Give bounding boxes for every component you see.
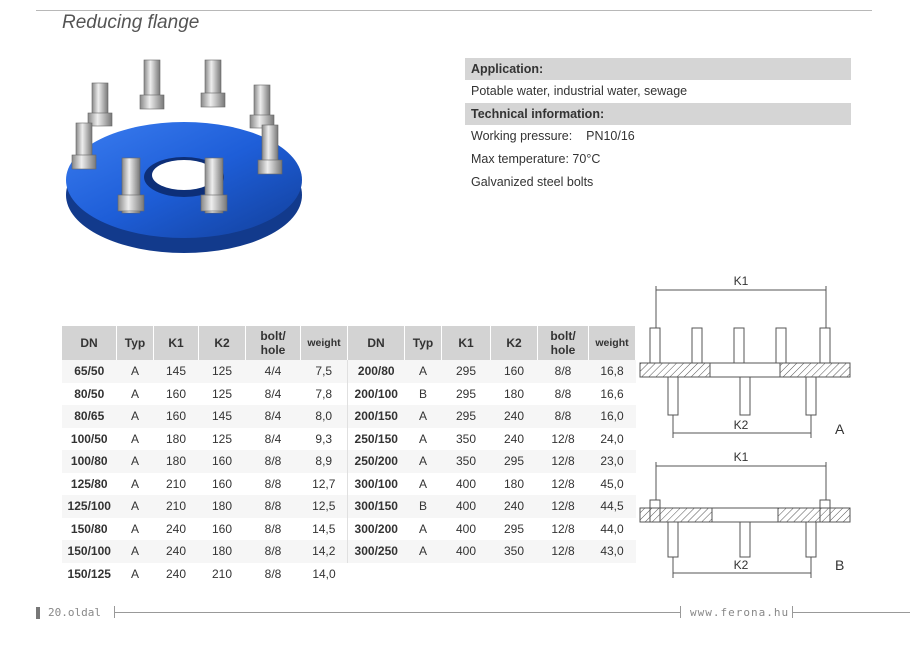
table-cell: 125 — [199, 383, 246, 406]
table-cell: A — [405, 450, 442, 473]
table-cell: 400 — [442, 495, 491, 518]
table-cell: 8/4 — [246, 428, 301, 451]
table-cell: 145 — [199, 405, 246, 428]
table-cell: 400 — [442, 473, 491, 496]
drawing-type-a — [640, 286, 850, 438]
flange-drawing — [630, 268, 860, 588]
table-cell: 8/8 — [246, 540, 301, 563]
table-cell: 8/8 — [246, 473, 301, 496]
table-cell: 8/4 — [246, 383, 301, 406]
table-cell: 200/100 — [348, 383, 405, 406]
table-cell: A — [405, 360, 442, 383]
table-cell: A — [405, 428, 442, 451]
table-cell: 8,9 — [301, 450, 348, 473]
table-cell: 350 — [442, 428, 491, 451]
table-cell: A — [405, 540, 442, 563]
table-cell: 14,2 — [301, 540, 348, 563]
table-cell: 160 — [199, 450, 246, 473]
table-cell: 44,0 — [589, 518, 636, 541]
table-cell: 8/8 — [538, 360, 589, 383]
table-row — [62, 495, 636, 518]
table-cell: 8/8 — [538, 405, 589, 428]
table-cell: 400 — [442, 540, 491, 563]
application-heading: Application: — [465, 58, 851, 80]
table-cell: 24,0 — [589, 428, 636, 451]
table-cell: 8/8 — [538, 383, 589, 406]
footer-tick-mid — [680, 606, 681, 618]
table-cell: 100/80 — [62, 450, 117, 473]
table-cell: B — [405, 383, 442, 406]
table-header-row — [62, 326, 636, 360]
table-cell: 295 — [442, 405, 491, 428]
technical-heading: Technical information: — [465, 103, 851, 125]
table-cell: 8/8 — [246, 563, 301, 586]
table-cell: 125 — [199, 360, 246, 383]
table-cell: 12/8 — [538, 473, 589, 496]
table-cell: 150/100 — [62, 540, 117, 563]
header-k2-2: K2 — [491, 326, 538, 360]
table-cell: A — [117, 428, 154, 451]
type-b-label: B — [835, 557, 845, 573]
table-cell: 150/125 — [62, 563, 117, 586]
footer-url: www.ferona.hu — [690, 606, 790, 619]
table-row — [62, 405, 636, 428]
table-cell: 240 — [154, 540, 199, 563]
table-cell: 12/8 — [538, 495, 589, 518]
table-row — [62, 383, 636, 406]
top-rule — [36, 10, 872, 11]
table-cell: 300/100 — [348, 473, 405, 496]
table-cell: A — [117, 360, 154, 383]
table-cell: 240 — [154, 563, 199, 586]
footer-tick-right — [792, 606, 793, 618]
info-panel — [465, 58, 851, 194]
spec-table — [62, 326, 636, 585]
table-cell: 4/4 — [246, 360, 301, 383]
table-cell: 295 — [442, 383, 491, 406]
table-cell: 160 — [154, 383, 199, 406]
table-cell: A — [405, 405, 442, 428]
header-k1: K1 — [154, 326, 199, 360]
table-cell: 180 — [199, 495, 246, 518]
table-cell: 300/250 — [348, 540, 405, 563]
table-cell: 210 — [154, 495, 199, 518]
reducing-flange-photo — [62, 55, 307, 260]
table-cell: 250/150 — [348, 428, 405, 451]
table-cell: 295 — [442, 360, 491, 383]
table-cell: 45,0 — [589, 473, 636, 496]
table-cell: 200/150 — [348, 405, 405, 428]
table-cell: 240 — [491, 405, 538, 428]
table-cell: 300/200 — [348, 518, 405, 541]
table-cell: 16,6 — [589, 383, 636, 406]
table-cell: 400 — [442, 518, 491, 541]
table-cell: 12/8 — [538, 518, 589, 541]
max-temperature: Max temperature: 70°C — [471, 152, 601, 166]
table-cell: 9,3 — [301, 428, 348, 451]
table-cell: 200/80 — [348, 360, 405, 383]
table-cell: 8,0 — [301, 405, 348, 428]
table-cell: A — [117, 540, 154, 563]
application-text: Potable water, industrial water, sewage — [471, 84, 688, 98]
table-cell: 160 — [154, 405, 199, 428]
table-cell: 210 — [199, 563, 246, 586]
table-cell: 12/8 — [538, 450, 589, 473]
table-cell: 180 — [491, 473, 538, 496]
table-cell: 240 — [491, 495, 538, 518]
bolts-info: Galvanized steel bolts — [471, 175, 594, 189]
table-cell: 8/8 — [246, 495, 301, 518]
table-cell: 16,8 — [589, 360, 636, 383]
table-cell: 80/50 — [62, 383, 117, 406]
table-cell: 12/8 — [538, 428, 589, 451]
table-cell: 180 — [491, 383, 538, 406]
table-cell: 300/150 — [348, 495, 405, 518]
k1-label-a: K1 — [733, 274, 749, 288]
table-cell: 250/200 — [348, 450, 405, 473]
table-cell: 7,8 — [301, 383, 348, 406]
type-a-label: A — [835, 421, 845, 437]
table-cell: 295 — [491, 450, 538, 473]
k1-label-b: K1 — [733, 450, 749, 464]
table-cell: 210 — [154, 473, 199, 496]
footer-rule-left — [114, 612, 680, 613]
table-cell: A — [117, 383, 154, 406]
table-cell: 44,5 — [589, 495, 636, 518]
table-cell: 350 — [442, 450, 491, 473]
footer-page-number — [36, 606, 101, 619]
table-cell: 125/100 — [62, 495, 117, 518]
table-cell: 240 — [154, 518, 199, 541]
page-title: Reducing flange — [62, 12, 200, 33]
table-cell: 12,7 — [301, 473, 348, 496]
table-cell: A — [117, 518, 154, 541]
k2-label-a: K2 — [733, 418, 749, 432]
header-typ: Typ — [117, 326, 154, 360]
table-row — [62, 518, 636, 541]
header-dn-2: DN — [348, 326, 405, 360]
table-cell: 295 — [491, 518, 538, 541]
header-bolt-hole: bolt/ hole — [246, 326, 301, 360]
pressure-value: PN10/16 — [586, 129, 635, 143]
table-row — [62, 428, 636, 451]
table-cell: 7,5 — [301, 360, 348, 383]
page-number: 20.oldal — [48, 606, 101, 619]
table-cell: 145 — [154, 360, 199, 383]
table-cell: 65/50 — [62, 360, 117, 383]
table-cell: A — [117, 563, 154, 586]
table-cell: 350 — [491, 540, 538, 563]
table-cell: 14,0 — [301, 563, 348, 586]
pressure-label: Working pressure: — [471, 129, 573, 143]
table-cell: A — [117, 405, 154, 428]
table-cell: A — [117, 473, 154, 496]
table-row — [62, 450, 636, 473]
table-row — [62, 360, 636, 383]
table-cell: 12/8 — [538, 540, 589, 563]
empty-cell — [348, 563, 636, 586]
header-typ-2: Typ — [405, 326, 442, 360]
table-cell: B — [405, 495, 442, 518]
table-cell: A — [117, 450, 154, 473]
table-row — [62, 563, 636, 586]
table-cell: A — [405, 518, 442, 541]
header-dn: DN — [62, 326, 117, 360]
table-row — [62, 473, 636, 496]
k2-label-b: K2 — [733, 558, 749, 572]
table-cell: 43,0 — [589, 540, 636, 563]
table-cell: 125/80 — [62, 473, 117, 496]
table-cell: 12,5 — [301, 495, 348, 518]
header-weight: weight — [301, 326, 348, 360]
working-pressure — [465, 125, 851, 148]
table-cell: 160 — [199, 473, 246, 496]
table-cell: 150/80 — [62, 518, 117, 541]
table-cell: 100/50 — [62, 428, 117, 451]
table-cell: 180 — [154, 450, 199, 473]
table-cell: A — [405, 473, 442, 496]
table-cell: 240 — [491, 428, 538, 451]
table-cell: 180 — [199, 540, 246, 563]
footer-tick-left — [114, 606, 115, 618]
table-cell: 80/65 — [62, 405, 117, 428]
table-cell: A — [117, 495, 154, 518]
table-cell: 16,0 — [589, 405, 636, 428]
table-cell: 160 — [199, 518, 246, 541]
header-bolt-hole-2: bolt/ hole — [538, 326, 589, 360]
header-k1-2: K1 — [442, 326, 491, 360]
header-weight-2: weight — [589, 326, 636, 360]
table-cell: 14,5 — [301, 518, 348, 541]
table-cell: 160 — [491, 360, 538, 383]
table-cell: 8/8 — [246, 450, 301, 473]
table-row — [62, 540, 636, 563]
header-k2: K2 — [199, 326, 246, 360]
table-cell: 125 — [199, 428, 246, 451]
table-cell: 8/8 — [246, 518, 301, 541]
table-cell: 8/4 — [246, 405, 301, 428]
table-cell: 23,0 — [589, 450, 636, 473]
footer-bar — [36, 607, 40, 619]
footer-rule-right — [792, 612, 910, 613]
table-cell: 180 — [154, 428, 199, 451]
